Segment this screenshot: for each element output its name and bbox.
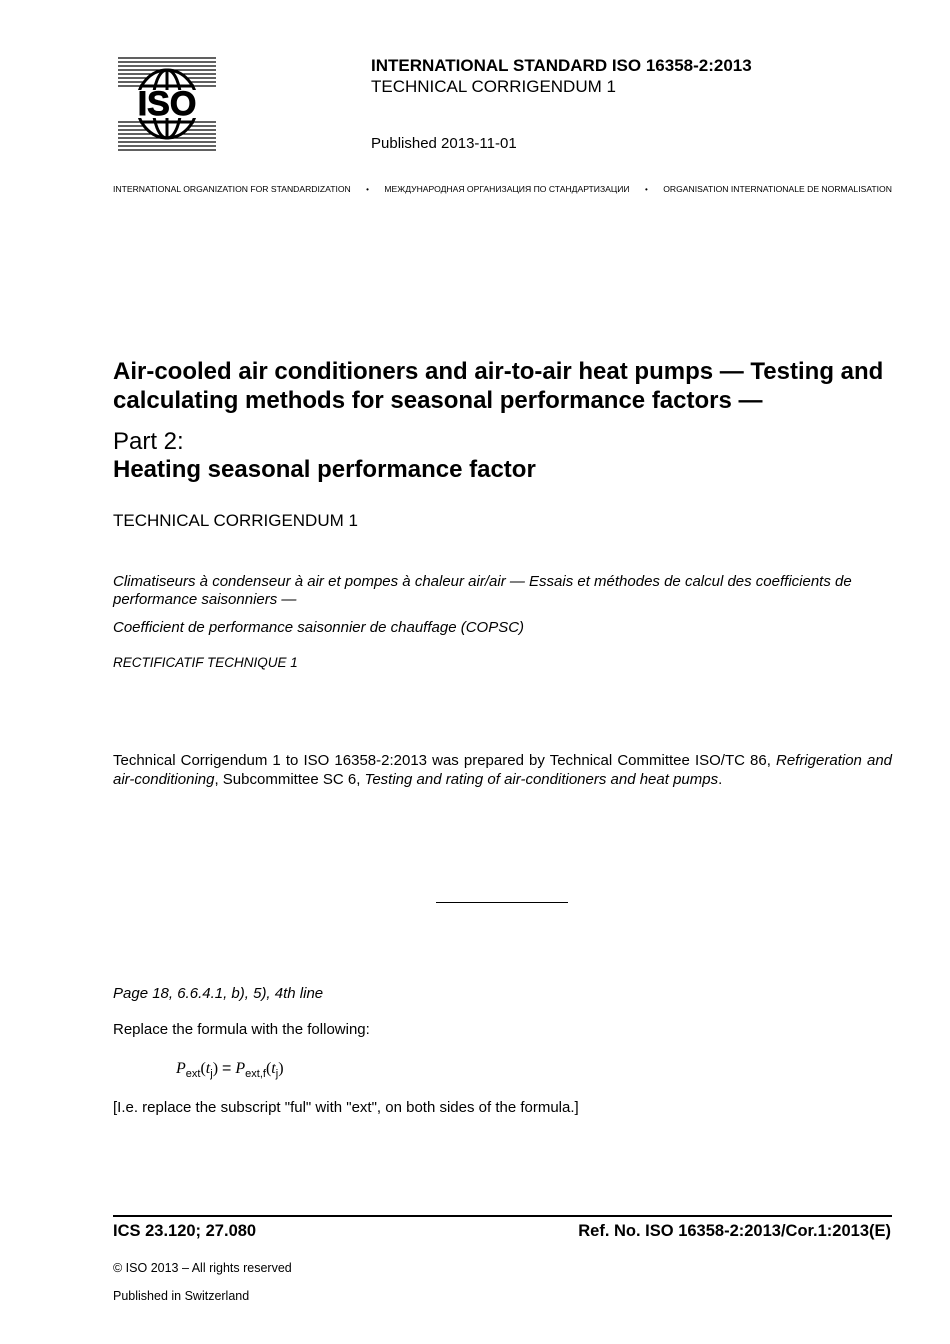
french-corrigendum: RECTIFICATIF TECHNIQUE 1 <box>113 655 298 670</box>
reference-number: Ref. No. ISO 16358-2:2013/Cor.1:2013(E) <box>578 1222 891 1240</box>
correction-instruction: Replace the formula with the following: <box>113 1021 370 1038</box>
french-title: Climatiseurs à condenseur à air et pompes à chaleur air/air — Essais et méthodes de calcul des coefficients de performance saisonniers — <box>113 573 852 608</box>
document-title: Air-cooled air conditioners and air-to-air heat pumps — Testing and calculating methods for seasonal performance factors — <box>113 358 884 414</box>
copyright: © ISO 2013 – All rights reserved <box>113 1261 292 1275</box>
formula-equals: = <box>222 1060 232 1077</box>
correction-note: [I.e. replace the subscript "ful" with "ext", on both sides of the formula.] <box>113 1099 579 1116</box>
footer-rule <box>113 1215 892 1217</box>
iso-logo <box>118 56 216 152</box>
formula-sub: j <box>210 1068 213 1081</box>
bullet-separator: • <box>366 184 369 194</box>
ics-codes: ICS 23.120; 27.080 <box>113 1222 257 1240</box>
corrigendum-label: TECHNICAL CORRIGENDUM 1 <box>371 77 616 96</box>
formula-var: P <box>235 1060 246 1077</box>
formula-paren: ) <box>278 1060 284 1077</box>
part-title: Heating seasonal performance factor <box>113 456 536 483</box>
formula-sub: j <box>275 1068 279 1081</box>
foreword-paragraph <box>113 752 892 789</box>
org-name-en: INTERNATIONAL ORGANIZATION FOR STANDARDIZATION <box>113 184 351 194</box>
standard-title: INTERNATIONAL STANDARD ISO 16358-2:2013 <box>371 56 752 75</box>
formula-sub: ext,f <box>245 1068 266 1081</box>
published-in: Published in Switzerland <box>113 1289 250 1303</box>
correction-location: Page 18, 6.6.4.1, b), 5), 4th line <box>113 985 324 1002</box>
logo-text: ISO <box>137 85 197 123</box>
foreword-text: . <box>718 770 723 788</box>
org-name-ru: МЕЖДУНАРОДНАЯ ОРГАНИЗАЦИЯ ПО СТАНДАРТИЗАЦИИ <box>384 184 630 194</box>
organization-names <box>113 184 892 194</box>
part-number: Part 2: <box>113 428 184 455</box>
foreword-text: Technical Corrigendum 1 to ISO 16358-2:2013 was prepared by Technical Committee ISO/TC 86, <box>113 752 776 769</box>
formula-var: P <box>176 1060 186 1077</box>
published-date: Published 2013-11-01 <box>371 135 517 152</box>
formula <box>176 1060 284 1080</box>
section-divider <box>436 902 568 903</box>
committee-title: Refrigeration and air-conditioning <box>113 752 893 788</box>
subcommittee-title: Testing and rating of air-conditioners and heat pumps <box>364 770 719 788</box>
formula-sub: ext <box>185 1068 201 1081</box>
foreword-text: , Subcommittee SC 6, <box>214 770 365 788</box>
formula-paren: ( <box>200 1060 206 1077</box>
bullet-separator: • <box>645 184 648 194</box>
org-name-fr: ORGANISATION INTERNATIONALE DE NORMALISATION <box>663 184 892 194</box>
formula-paren: ( <box>265 1060 272 1077</box>
formula-var: t <box>205 1060 211 1077</box>
corrigendum-heading: TECHNICAL CORRIGENDUM 1 <box>113 511 358 530</box>
formula-var: t <box>271 1060 276 1077</box>
formula-paren: ) <box>212 1060 219 1077</box>
french-part-title: Coefficient de performance saisonnier de chauffage (COPSC) <box>113 619 525 636</box>
